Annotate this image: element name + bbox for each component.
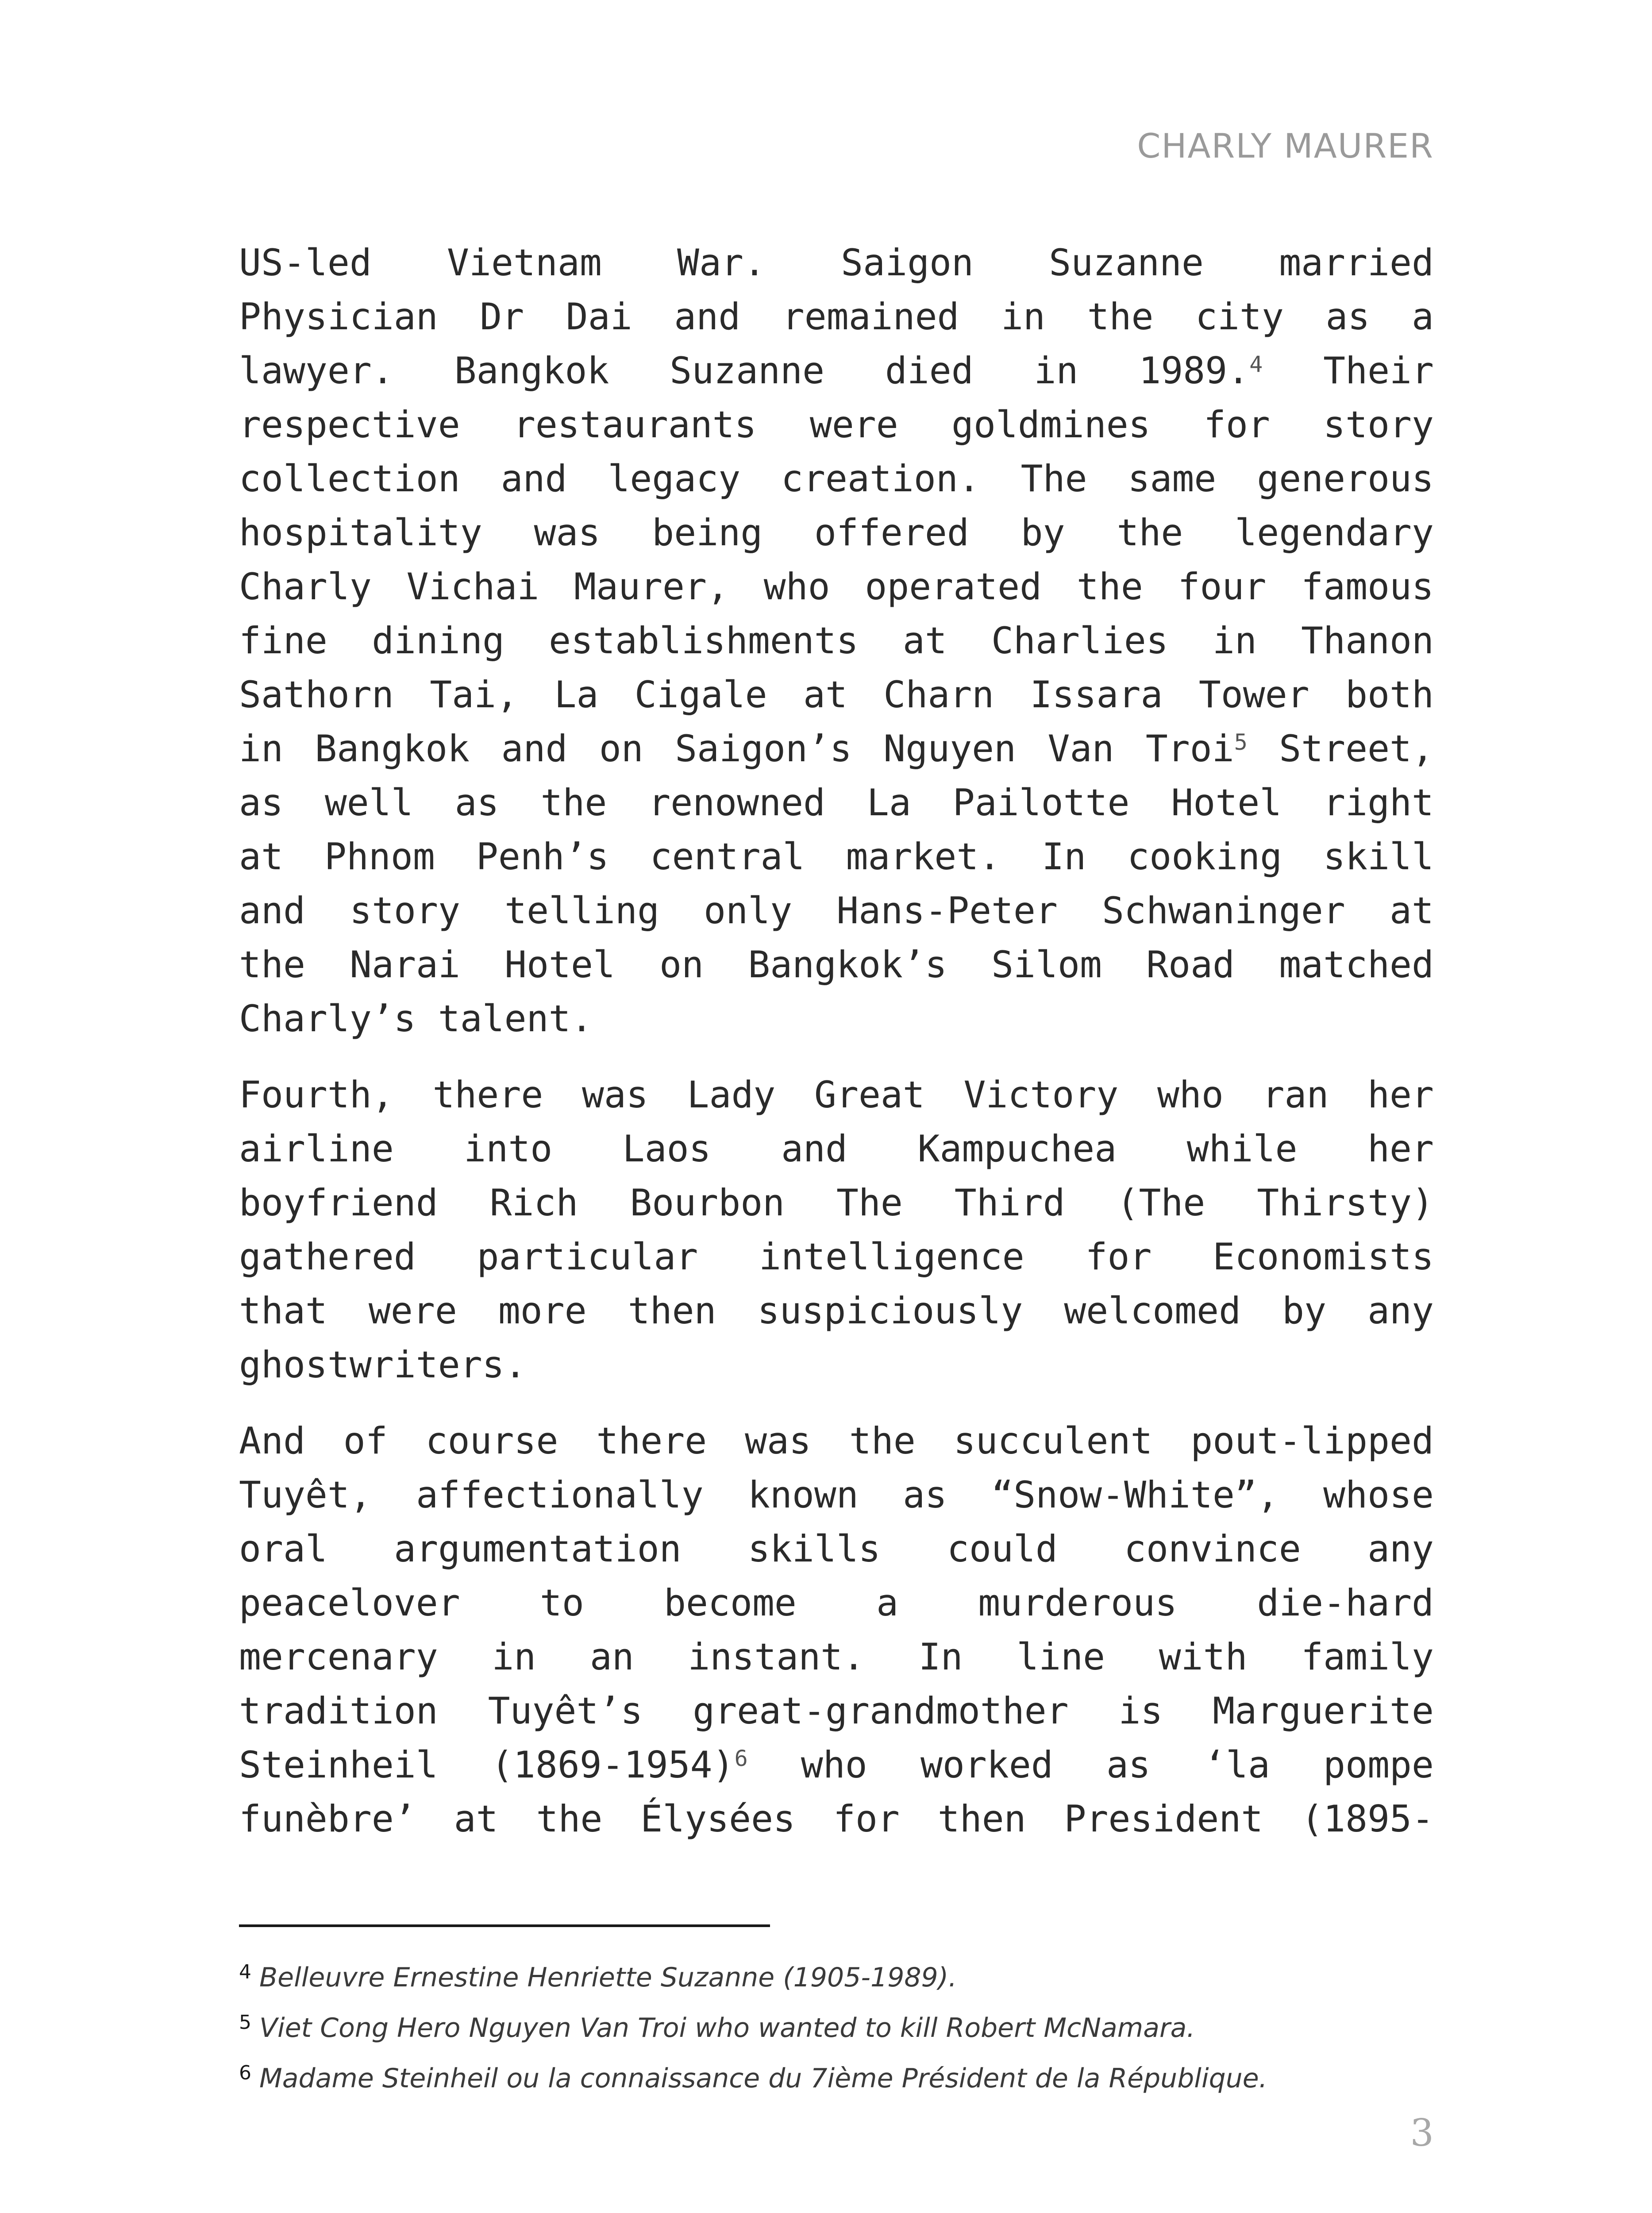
text-line: at Phnom Penh’s central market. In cooking skill bbox=[239, 835, 1434, 878]
text-line: Sathorn Tai, La Cigale at Charn Issara Tower both bbox=[239, 673, 1434, 716]
text-line: Charly’s talent. bbox=[239, 997, 593, 1040]
running-header-title: CHARLY MAURER bbox=[1137, 126, 1434, 166]
text-line: collection and legacy creation. The same generous bbox=[239, 457, 1434, 500]
body-paragraph bbox=[239, 236, 1434, 1046]
footnote-text: Belleuvre Ernestine Henriette Suzanne (1905-1989). bbox=[259, 1962, 957, 1993]
text-line: ghostwriters. bbox=[239, 1343, 527, 1386]
text-line: airline into Laos and Kampuchea while her bbox=[239, 1127, 1434, 1170]
text-line: respective restaurants were goldmines for story bbox=[239, 403, 1434, 446]
footnotes bbox=[239, 1950, 1434, 2101]
text-line: US-led Vietnam War. Saigon Suzanne married bbox=[239, 241, 1434, 284]
text-line: funèbre’ at the Élysées for then President (1895- bbox=[239, 1797, 1434, 1840]
body-paragraph bbox=[239, 1414, 1434, 1846]
footnote-reference[interactable]: 5 bbox=[1234, 729, 1248, 755]
footnote-text: Viet Cong Hero Nguyen Van Troi who wanted to kill Robert McNamara. bbox=[259, 2013, 1195, 2043]
footnote-number: 6 bbox=[239, 2062, 251, 2084]
text-line: peacelover to become a murderous die-hard bbox=[239, 1581, 1434, 1624]
text-line: hospitality was being offered by the legendary bbox=[239, 511, 1434, 554]
text-line: tradition Tuyêt’s great-grandmother is Marguerite bbox=[239, 1689, 1434, 1732]
text-line: mercenary in an instant. In line with family bbox=[239, 1635, 1434, 1678]
footnote-item bbox=[239, 1950, 1434, 2000]
text-line: Physician Dr Dai and remained in the city as a bbox=[239, 295, 1434, 338]
text-line: Steinheil (1869-1954)$^6$ who worked as ‘la pompe bbox=[239, 1743, 1434, 1786]
text-line: and story telling only Hans-Peter Schwaninger at bbox=[239, 889, 1434, 932]
text-line: gathered particular intelligence for Economists bbox=[239, 1235, 1434, 1278]
text-line: that were more then suspiciously welcomed by any bbox=[239, 1289, 1434, 1332]
footnote-item bbox=[239, 2000, 1434, 2051]
text-line: And of course there was the succulent pout-lipped bbox=[239, 1419, 1434, 1462]
text-line: oral argumentation skills could convince any bbox=[239, 1527, 1434, 1570]
footnote-reference[interactable]: 6 bbox=[734, 1746, 748, 1771]
page-number: 3 bbox=[1410, 2111, 1434, 2155]
footnote-reference[interactable]: 4 bbox=[1249, 351, 1263, 377]
text-line: Charly Vichai Maurer, who operated the four famous bbox=[239, 565, 1434, 608]
text-line: lawyer. Bangkok Suzanne died in 1989.$^4$ Their bbox=[239, 349, 1434, 392]
body-text bbox=[239, 236, 1434, 1868]
footnote-separator bbox=[239, 1924, 770, 1927]
footnote-text: Madame Steinheil ou la connaissance du 7ième Président de la République. bbox=[259, 2063, 1267, 2094]
text-line: in Bangkok and on Saigon’s Nguyen Van Troi$^5$ Street, bbox=[239, 727, 1434, 770]
text-line: Fourth, there was Lady Great Victory who ran her bbox=[239, 1073, 1434, 1116]
text-line: as well as the renowned La Pailotte Hotel right bbox=[239, 781, 1434, 824]
text-line: Tuyêt, affectionally known as “Snow-White”, whose bbox=[239, 1473, 1434, 1516]
footnote-item bbox=[239, 2051, 1434, 2101]
body-paragraph bbox=[239, 1068, 1434, 1392]
text-line: boyfriend Rich Bourbon The Third (The Thirsty) bbox=[239, 1181, 1434, 1224]
footnote-number: 5 bbox=[239, 2011, 251, 2034]
text-line: the Narai Hotel on Bangkok’s Silom Road matched bbox=[239, 943, 1434, 986]
text-line: fine dining establishments at Charlies in Thanon bbox=[239, 619, 1434, 662]
footnote-number: 4 bbox=[239, 1961, 251, 1983]
